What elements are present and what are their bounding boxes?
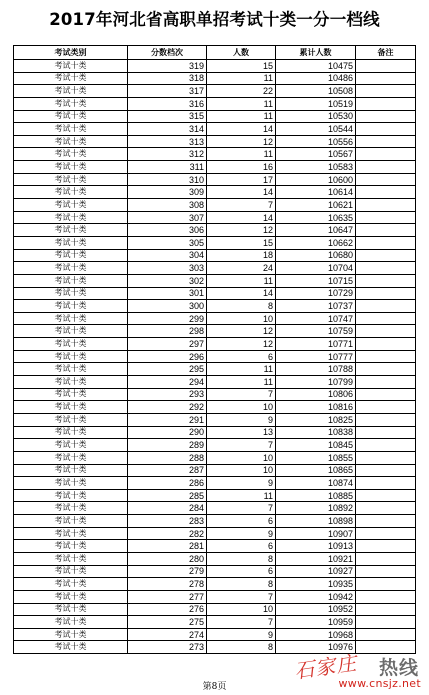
cell-count: 10 (207, 464, 276, 477)
table-row (14, 616, 416, 629)
cell-category: 考试十类 (14, 413, 128, 426)
cell-category: 考试十类 (14, 249, 128, 262)
cell-category: 考试十类 (14, 110, 128, 123)
cell-remarks (356, 616, 416, 629)
cell-remarks (356, 603, 416, 616)
cell-cumulative: 10976 (276, 641, 356, 654)
cell-cumulative: 10519 (276, 97, 356, 110)
cell-cumulative: 10475 (276, 60, 356, 73)
table-row (14, 489, 416, 502)
cell-remarks (356, 287, 416, 300)
cell-remarks (356, 590, 416, 603)
watermark-script-logo: 石家庄 (292, 650, 359, 684)
cell-count: 7 (207, 590, 276, 603)
table-row (14, 350, 416, 363)
cell-count: 11 (207, 148, 276, 161)
cell-count: 6 (207, 515, 276, 528)
cell-remarks (356, 502, 416, 515)
cell-score: 305 (128, 236, 207, 249)
cell-cumulative: 10737 (276, 300, 356, 313)
table-row (14, 338, 416, 351)
cell-category: 考试十类 (14, 376, 128, 389)
cell-count: 12 (207, 135, 276, 148)
cell-cumulative: 10921 (276, 552, 356, 565)
cell-count: 8 (207, 578, 276, 591)
cell-remarks (356, 249, 416, 262)
cell-count: 9 (207, 413, 276, 426)
cell-category: 考试十类 (14, 224, 128, 237)
cell-category: 考试十类 (14, 60, 128, 73)
cell-remarks (356, 72, 416, 85)
cell-category: 考试十类 (14, 552, 128, 565)
table-row (14, 135, 416, 148)
cell-category: 考试十类 (14, 148, 128, 161)
cell-count: 9 (207, 527, 276, 540)
cell-count: 17 (207, 173, 276, 186)
cell-remarks (356, 363, 416, 376)
cell-remarks (356, 300, 416, 313)
cell-score: 290 (128, 426, 207, 439)
cell-cumulative: 10927 (276, 565, 356, 578)
cell-remarks (356, 527, 416, 540)
table-row (14, 451, 416, 464)
cell-count: 14 (207, 211, 276, 224)
cell-score: 309 (128, 186, 207, 199)
cell-count: 8 (207, 300, 276, 313)
cell-score: 275 (128, 616, 207, 629)
page-title: 2017年河北省高职单招考试十类一分一档线 (49, 10, 380, 29)
cell-cumulative: 10567 (276, 148, 356, 161)
cell-remarks (356, 85, 416, 98)
cell-score: 314 (128, 123, 207, 136)
cell-category: 考试十类 (14, 300, 128, 313)
cell-remarks (356, 540, 416, 553)
header-remarks: 备注 (356, 46, 416, 60)
table-row (14, 552, 416, 565)
cell-count: 11 (207, 489, 276, 502)
table-row (14, 186, 416, 199)
cell-score: 319 (128, 60, 207, 73)
cell-count: 7 (207, 616, 276, 629)
page-number: 第8页 (202, 682, 227, 692)
table-row (14, 97, 416, 110)
cell-category: 考试十类 (14, 477, 128, 490)
cell-cumulative: 10544 (276, 123, 356, 136)
watermark-hot-text: 热线 (378, 657, 419, 679)
cell-count: 10 (207, 401, 276, 414)
cell-cumulative: 10747 (276, 312, 356, 325)
cell-category: 考试十类 (14, 616, 128, 629)
cell-score: 313 (128, 135, 207, 148)
cell-remarks (356, 439, 416, 452)
cell-category: 考试十类 (14, 211, 128, 224)
cell-remarks (356, 641, 416, 654)
table-row (14, 173, 416, 186)
cell-cumulative: 10865 (276, 464, 356, 477)
cell-category: 考试十类 (14, 451, 128, 464)
cell-category: 考试十类 (14, 173, 128, 186)
cell-category: 考试十类 (14, 199, 128, 212)
header-count: 人数 (207, 46, 276, 60)
cell-score: 279 (128, 565, 207, 578)
header-cumulative: 累计人数 (276, 46, 356, 60)
cell-score: 283 (128, 515, 207, 528)
table-row (14, 540, 416, 553)
cell-remarks (356, 338, 416, 351)
cell-count: 12 (207, 224, 276, 237)
cell-score: 307 (128, 211, 207, 224)
table-row (14, 464, 416, 477)
cell-score: 296 (128, 350, 207, 363)
cell-count: 9 (207, 477, 276, 490)
table-row (14, 287, 416, 300)
table-row (14, 300, 416, 313)
cell-cumulative: 10759 (276, 325, 356, 338)
cell-score: 293 (128, 388, 207, 401)
cell-count: 6 (207, 565, 276, 578)
cell-category: 考试十类 (14, 426, 128, 439)
cell-count: 11 (207, 274, 276, 287)
cell-score: 278 (128, 578, 207, 591)
cell-count: 14 (207, 123, 276, 136)
cell-category: 考试十类 (14, 502, 128, 515)
cell-cumulative: 10885 (276, 489, 356, 502)
cell-count: 8 (207, 552, 276, 565)
cell-score: 300 (128, 300, 207, 313)
cell-count: 10 (207, 312, 276, 325)
table-row (14, 565, 416, 578)
cell-remarks (356, 426, 416, 439)
cell-cumulative: 10680 (276, 249, 356, 262)
cell-score: 301 (128, 287, 207, 300)
cell-score: 302 (128, 274, 207, 287)
cell-remarks (356, 262, 416, 275)
cell-category: 考试十类 (14, 186, 128, 199)
cell-cumulative: 10799 (276, 376, 356, 389)
cell-category: 考试十类 (14, 123, 128, 136)
cell-count: 15 (207, 60, 276, 73)
table-row (14, 578, 416, 591)
table-row (14, 312, 416, 325)
table-row (14, 72, 416, 85)
cell-score: 306 (128, 224, 207, 237)
cell-category: 考试十类 (14, 578, 128, 591)
table-body (14, 60, 416, 654)
table-row (14, 590, 416, 603)
cell-category: 考试十类 (14, 312, 128, 325)
table-row (14, 60, 416, 73)
cell-cumulative: 10855 (276, 451, 356, 464)
cell-remarks (356, 350, 416, 363)
table-row (14, 123, 416, 136)
cell-remarks (356, 451, 416, 464)
cell-score: 311 (128, 161, 207, 174)
cell-category: 考试十类 (14, 262, 128, 275)
cell-cumulative: 10556 (276, 135, 356, 148)
cell-remarks (356, 515, 416, 528)
cell-cumulative: 10715 (276, 274, 356, 287)
cell-count: 11 (207, 110, 276, 123)
cell-category: 考试十类 (14, 401, 128, 414)
table-row (14, 628, 416, 641)
cell-remarks (356, 60, 416, 73)
cell-score: 285 (128, 489, 207, 502)
cell-cumulative: 10704 (276, 262, 356, 275)
score-table (13, 45, 416, 654)
cell-cumulative: 10892 (276, 502, 356, 515)
cell-cumulative: 10874 (276, 477, 356, 490)
cell-count: 16 (207, 161, 276, 174)
cell-category: 考试十类 (14, 565, 128, 578)
table-row (14, 274, 416, 287)
cell-remarks (356, 388, 416, 401)
cell-category: 考试十类 (14, 439, 128, 452)
cell-score: 308 (128, 199, 207, 212)
cell-cumulative: 10662 (276, 236, 356, 249)
cell-category: 考试十类 (14, 287, 128, 300)
cell-count: 9 (207, 628, 276, 641)
cell-cumulative: 10935 (276, 578, 356, 591)
cell-remarks (356, 376, 416, 389)
cell-cumulative: 10647 (276, 224, 356, 237)
cell-category: 考试十类 (14, 350, 128, 363)
cell-remarks (356, 312, 416, 325)
cell-remarks (356, 161, 416, 174)
cell-cumulative: 10942 (276, 590, 356, 603)
cell-remarks (356, 464, 416, 477)
cell-remarks (356, 565, 416, 578)
cell-score: 280 (128, 552, 207, 565)
table-row (14, 224, 416, 237)
cell-score: 273 (128, 641, 207, 654)
cell-count: 11 (207, 376, 276, 389)
table-header-row (14, 46, 416, 60)
cell-cumulative: 10838 (276, 426, 356, 439)
cell-score: 303 (128, 262, 207, 275)
table-row (14, 502, 416, 515)
cell-remarks (356, 135, 416, 148)
cell-cumulative: 10816 (276, 401, 356, 414)
cell-count: 11 (207, 72, 276, 85)
cell-category: 考试十类 (14, 274, 128, 287)
cell-cumulative: 10825 (276, 413, 356, 426)
cell-cumulative: 10621 (276, 199, 356, 212)
cell-score: 318 (128, 72, 207, 85)
cell-cumulative: 10583 (276, 161, 356, 174)
table-row (14, 249, 416, 262)
cell-score: 295 (128, 363, 207, 376)
table-row (14, 236, 416, 249)
watermark-url: www.cnsjz.net (338, 677, 421, 690)
cell-remarks (356, 110, 416, 123)
cell-count: 11 (207, 363, 276, 376)
cell-remarks (356, 578, 416, 591)
cell-score: 304 (128, 249, 207, 262)
header-category: 考试类别 (14, 46, 128, 60)
cell-category: 考试十类 (14, 363, 128, 376)
cell-count: 7 (207, 388, 276, 401)
cell-score: 289 (128, 439, 207, 452)
table-row (14, 603, 416, 616)
cell-cumulative: 10530 (276, 110, 356, 123)
cell-category: 考试十类 (14, 388, 128, 401)
cell-cumulative: 10913 (276, 540, 356, 553)
cell-category: 考试十类 (14, 464, 128, 477)
cell-cumulative: 10788 (276, 363, 356, 376)
cell-cumulative: 10508 (276, 85, 356, 98)
cell-count: 7 (207, 199, 276, 212)
table-row (14, 363, 416, 376)
table-row (14, 641, 416, 654)
cell-category: 考试十类 (14, 135, 128, 148)
cell-category: 考试十类 (14, 236, 128, 249)
cell-cumulative: 10486 (276, 72, 356, 85)
cell-count: 22 (207, 85, 276, 98)
cell-score: 281 (128, 540, 207, 553)
cell-score: 282 (128, 527, 207, 540)
header-score: 分数档次 (128, 46, 207, 60)
cell-remarks (356, 173, 416, 186)
cell-count: 14 (207, 186, 276, 199)
cell-count: 12 (207, 325, 276, 338)
cell-remarks (356, 552, 416, 565)
cell-count: 6 (207, 350, 276, 363)
cell-remarks (356, 236, 416, 249)
cell-score: 286 (128, 477, 207, 490)
cell-score: 276 (128, 603, 207, 616)
cell-score: 274 (128, 628, 207, 641)
cell-score: 291 (128, 413, 207, 426)
cell-score: 287 (128, 464, 207, 477)
cell-cumulative: 10952 (276, 603, 356, 616)
cell-category: 考试十类 (14, 325, 128, 338)
cell-remarks (356, 628, 416, 641)
table-row (14, 161, 416, 174)
table-row (14, 211, 416, 224)
cell-cumulative: 10845 (276, 439, 356, 452)
table-row (14, 325, 416, 338)
cell-cumulative: 10898 (276, 515, 356, 528)
cell-remarks (356, 148, 416, 161)
cell-count: 15 (207, 236, 276, 249)
table-row (14, 376, 416, 389)
cell-cumulative: 10614 (276, 186, 356, 199)
cell-remarks (356, 123, 416, 136)
cell-cumulative: 10777 (276, 350, 356, 363)
cell-remarks (356, 186, 416, 199)
table-row (14, 401, 416, 414)
cell-count: 10 (207, 451, 276, 464)
cell-count: 14 (207, 287, 276, 300)
cell-count: 7 (207, 502, 276, 515)
cell-category: 考试十类 (14, 161, 128, 174)
cell-remarks (356, 199, 416, 212)
cell-category: 考试十类 (14, 603, 128, 616)
cell-score: 316 (128, 97, 207, 110)
cell-category: 考试十类 (14, 85, 128, 98)
cell-count: 18 (207, 249, 276, 262)
cell-cumulative: 10907 (276, 527, 356, 540)
cell-count: 24 (207, 262, 276, 275)
cell-score: 299 (128, 312, 207, 325)
table-row (14, 515, 416, 528)
cell-score: 284 (128, 502, 207, 515)
cell-remarks (356, 489, 416, 502)
cell-score: 288 (128, 451, 207, 464)
table-row (14, 110, 416, 123)
table-row (14, 262, 416, 275)
cell-category: 考试十类 (14, 489, 128, 502)
cell-cumulative: 10959 (276, 616, 356, 629)
table-row (14, 426, 416, 439)
cell-cumulative: 10729 (276, 287, 356, 300)
cell-category: 考试十类 (14, 628, 128, 641)
cell-cumulative: 10635 (276, 211, 356, 224)
cell-category: 考试十类 (14, 72, 128, 85)
cell-category: 考试十类 (14, 338, 128, 351)
cell-cumulative: 10771 (276, 338, 356, 351)
cell-category: 考试十类 (14, 527, 128, 540)
cell-score: 310 (128, 173, 207, 186)
cell-score: 312 (128, 148, 207, 161)
cell-remarks (356, 224, 416, 237)
cell-category: 考试十类 (14, 515, 128, 528)
cell-count: 10 (207, 603, 276, 616)
cell-cumulative: 10968 (276, 628, 356, 641)
cell-count: 7 (207, 439, 276, 452)
cell-count: 12 (207, 338, 276, 351)
cell-count: 8 (207, 641, 276, 654)
table-row (14, 85, 416, 98)
cell-remarks (356, 477, 416, 490)
table-row (14, 388, 416, 401)
cell-score: 277 (128, 590, 207, 603)
cell-cumulative: 10806 (276, 388, 356, 401)
cell-score: 298 (128, 325, 207, 338)
cell-score: 292 (128, 401, 207, 414)
cell-remarks (356, 325, 416, 338)
cell-category: 考试十类 (14, 641, 128, 654)
cell-category: 考试十类 (14, 590, 128, 603)
cell-score: 315 (128, 110, 207, 123)
cell-remarks (356, 274, 416, 287)
table-row (14, 439, 416, 452)
cell-count: 11 (207, 97, 276, 110)
cell-score: 297 (128, 338, 207, 351)
cell-category: 考试十类 (14, 540, 128, 553)
cell-remarks (356, 401, 416, 414)
cell-score: 317 (128, 85, 207, 98)
table-row (14, 527, 416, 540)
table-row (14, 413, 416, 426)
cell-remarks (356, 413, 416, 426)
table-row (14, 199, 416, 212)
cell-remarks (356, 97, 416, 110)
cell-score: 294 (128, 376, 207, 389)
cell-cumulative: 10600 (276, 173, 356, 186)
table-row (14, 477, 416, 490)
cell-category: 考试十类 (14, 97, 128, 110)
table-row (14, 148, 416, 161)
cell-count: 6 (207, 540, 276, 553)
cell-remarks (356, 211, 416, 224)
cell-count: 13 (207, 426, 276, 439)
